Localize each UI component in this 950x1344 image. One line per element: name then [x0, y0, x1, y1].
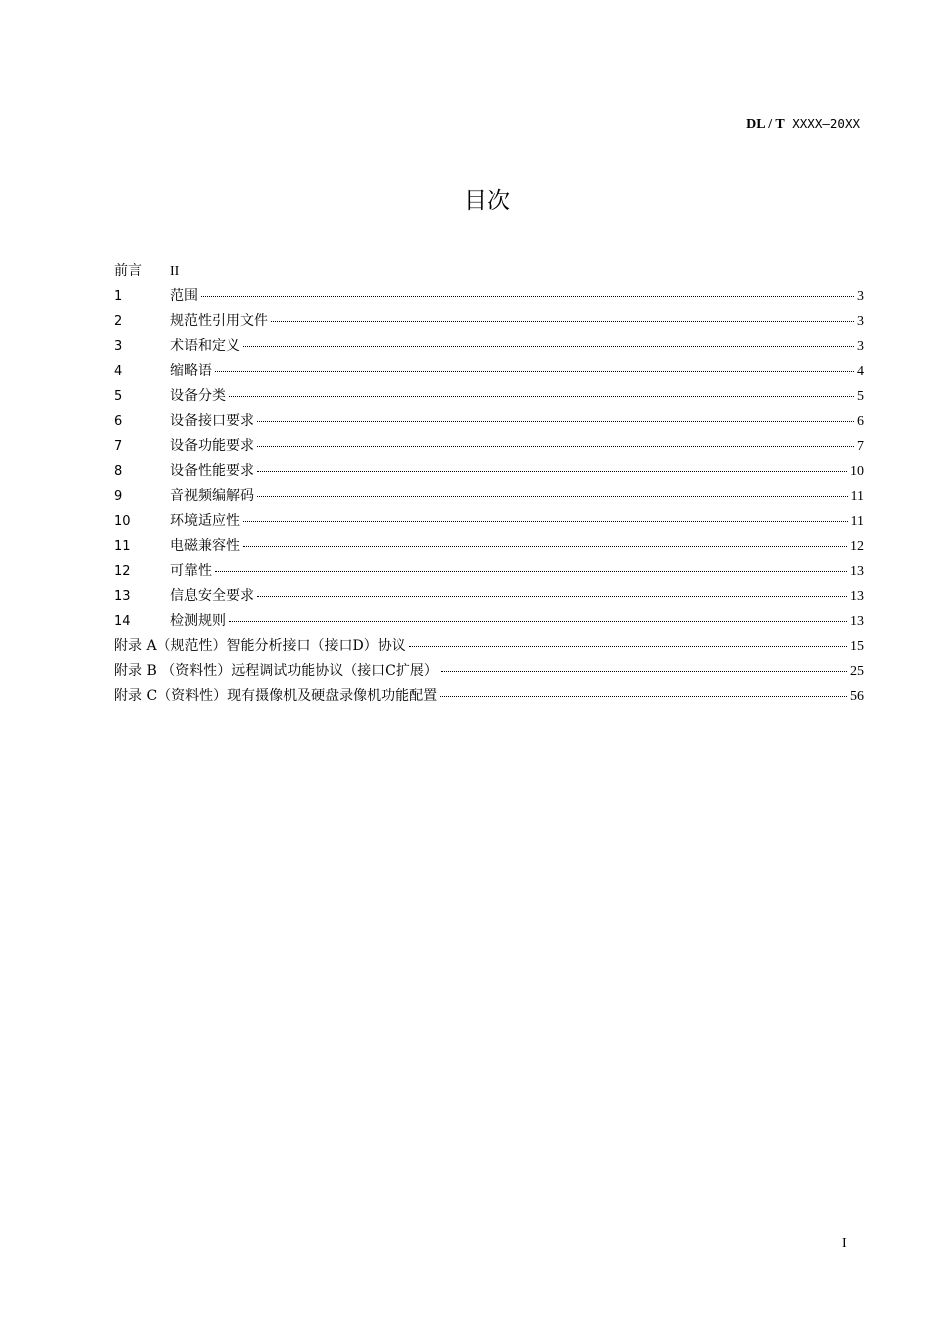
toc-entry-page: 3: [857, 314, 864, 329]
toc-entry[interactable]: [114, 485, 864, 510]
standard-number: XXXX—20XX: [784, 116, 860, 131]
dot-leader: [201, 296, 854, 297]
toc-entry-page: 4: [857, 364, 864, 379]
toc-appendix-entry[interactable]: [114, 685, 864, 710]
toc-entry-label: 附录 B （资料性）远程调试功能协议（接口C扩展）: [114, 663, 438, 679]
toc-entry-number: 9: [114, 489, 123, 504]
toc-entry-number: 2: [114, 314, 123, 329]
dot-leader: [271, 321, 854, 322]
dot-leader: [229, 621, 847, 622]
toc-entry-label: 信息安全要求: [170, 588, 254, 604]
toc-entry-number: 3: [114, 339, 123, 354]
dot-leader: [257, 496, 848, 497]
toc-entry-number: 10: [114, 514, 131, 529]
toc-entry[interactable]: [114, 310, 864, 335]
dot-leader: [257, 446, 854, 447]
toc-entry-page: 25: [850, 664, 864, 679]
toc-entry-label: 检测规则: [170, 613, 226, 629]
toc-entry-label: 缩略语: [170, 363, 212, 379]
toc-entry-page: 56: [850, 689, 864, 704]
toc-entry-page: 3: [857, 289, 864, 304]
toc-entry-page: 6: [857, 414, 864, 429]
toc-entry-label: 音视频编解码: [170, 488, 254, 504]
toc-entry-preface[interactable]: [114, 260, 864, 285]
toc-entry-number: 12: [114, 564, 131, 579]
toc-entry[interactable]: [114, 410, 864, 435]
toc-entry-page: 15: [850, 639, 864, 654]
toc-entry[interactable]: [114, 335, 864, 360]
toc-entry-label: 范围: [170, 288, 198, 304]
toc-entry-number: 6: [114, 414, 123, 429]
toc-entry[interactable]: [114, 460, 864, 485]
toc-entry-number: 7: [114, 439, 123, 454]
dot-leader: [215, 371, 854, 372]
toc-entry-number: 14: [114, 614, 131, 629]
toc-entry-number: 13: [114, 589, 131, 604]
toc-entry-number: 8: [114, 464, 123, 479]
dot-leader: [257, 421, 854, 422]
document-code-header: [746, 116, 860, 133]
dot-leader: [243, 346, 854, 347]
toc-appendices: [114, 635, 864, 710]
toc-entry-label: 设备功能要求: [170, 438, 254, 454]
toc-entry[interactable]: [114, 360, 864, 385]
toc-entry-label: 环境适应性: [170, 513, 240, 529]
toc-appendix-entry[interactable]: [114, 660, 864, 685]
toc-entry-page: 12: [850, 539, 864, 554]
toc-entry[interactable]: [114, 285, 864, 310]
toc-entries: [114, 285, 864, 635]
toc-entry-page: 13: [850, 614, 864, 629]
toc-entry-label: 术语和定义: [170, 338, 240, 354]
toc-entry[interactable]: [114, 385, 864, 410]
toc-entry-page: 7: [857, 439, 864, 454]
standard-prefix: DL / T: [746, 117, 785, 132]
dot-leader: [409, 646, 847, 647]
table-of-contents: [114, 260, 864, 710]
toc-entry[interactable]: [114, 535, 864, 560]
dot-leader: [440, 696, 847, 697]
dot-leader: [257, 596, 847, 597]
toc-entry-label: 规范性引用文件: [170, 313, 268, 329]
page-title: 目次: [464, 188, 510, 214]
toc-entry-page: 3: [857, 339, 864, 354]
toc-entry-number: 5: [114, 389, 123, 404]
toc-entry-label: 前言: [114, 263, 142, 279]
toc-entry-number: 1: [114, 289, 123, 304]
dot-leader: [243, 546, 847, 547]
toc-entry-label: 设备接口要求: [170, 413, 254, 429]
toc-entry-page: 13: [850, 564, 864, 579]
dot-leader: [243, 521, 848, 522]
toc-entry[interactable]: [114, 610, 864, 635]
toc-entry[interactable]: [114, 435, 864, 460]
toc-entry-number: 4: [114, 364, 123, 379]
toc-entry[interactable]: [114, 585, 864, 610]
toc-entry-label: 设备分类: [170, 388, 226, 404]
toc-entry-number: 11: [114, 539, 131, 554]
toc-appendix-entry[interactable]: [114, 635, 864, 660]
toc-entry-label: 设备性能要求: [170, 463, 254, 479]
toc-entry-page: II: [170, 264, 180, 279]
toc-entry-label: 附录 C（资料性）现有摄像机及硬盘录像机功能配置: [114, 688, 438, 704]
toc-entry-page: 11: [850, 514, 864, 529]
toc-entry-page: 13: [850, 589, 864, 604]
toc-entry[interactable]: [114, 560, 864, 585]
dot-leader: [229, 396, 854, 397]
toc-entry[interactable]: [114, 510, 864, 535]
toc-entry-page: 10: [850, 464, 864, 479]
toc-entry-page: 11: [850, 489, 864, 504]
toc-entry-label: 电磁兼容性: [170, 538, 240, 554]
toc-entry-page: 5: [857, 389, 864, 404]
dot-leader: [215, 571, 847, 572]
toc-entry-label: 附录 A（规范性）智能分析接口（接口D）协议: [114, 638, 406, 654]
footer-page-number: I: [842, 1236, 847, 1251]
toc-entry-label: 可靠性: [170, 563, 212, 579]
dot-leader: [257, 471, 847, 472]
dot-leader: [441, 671, 847, 672]
